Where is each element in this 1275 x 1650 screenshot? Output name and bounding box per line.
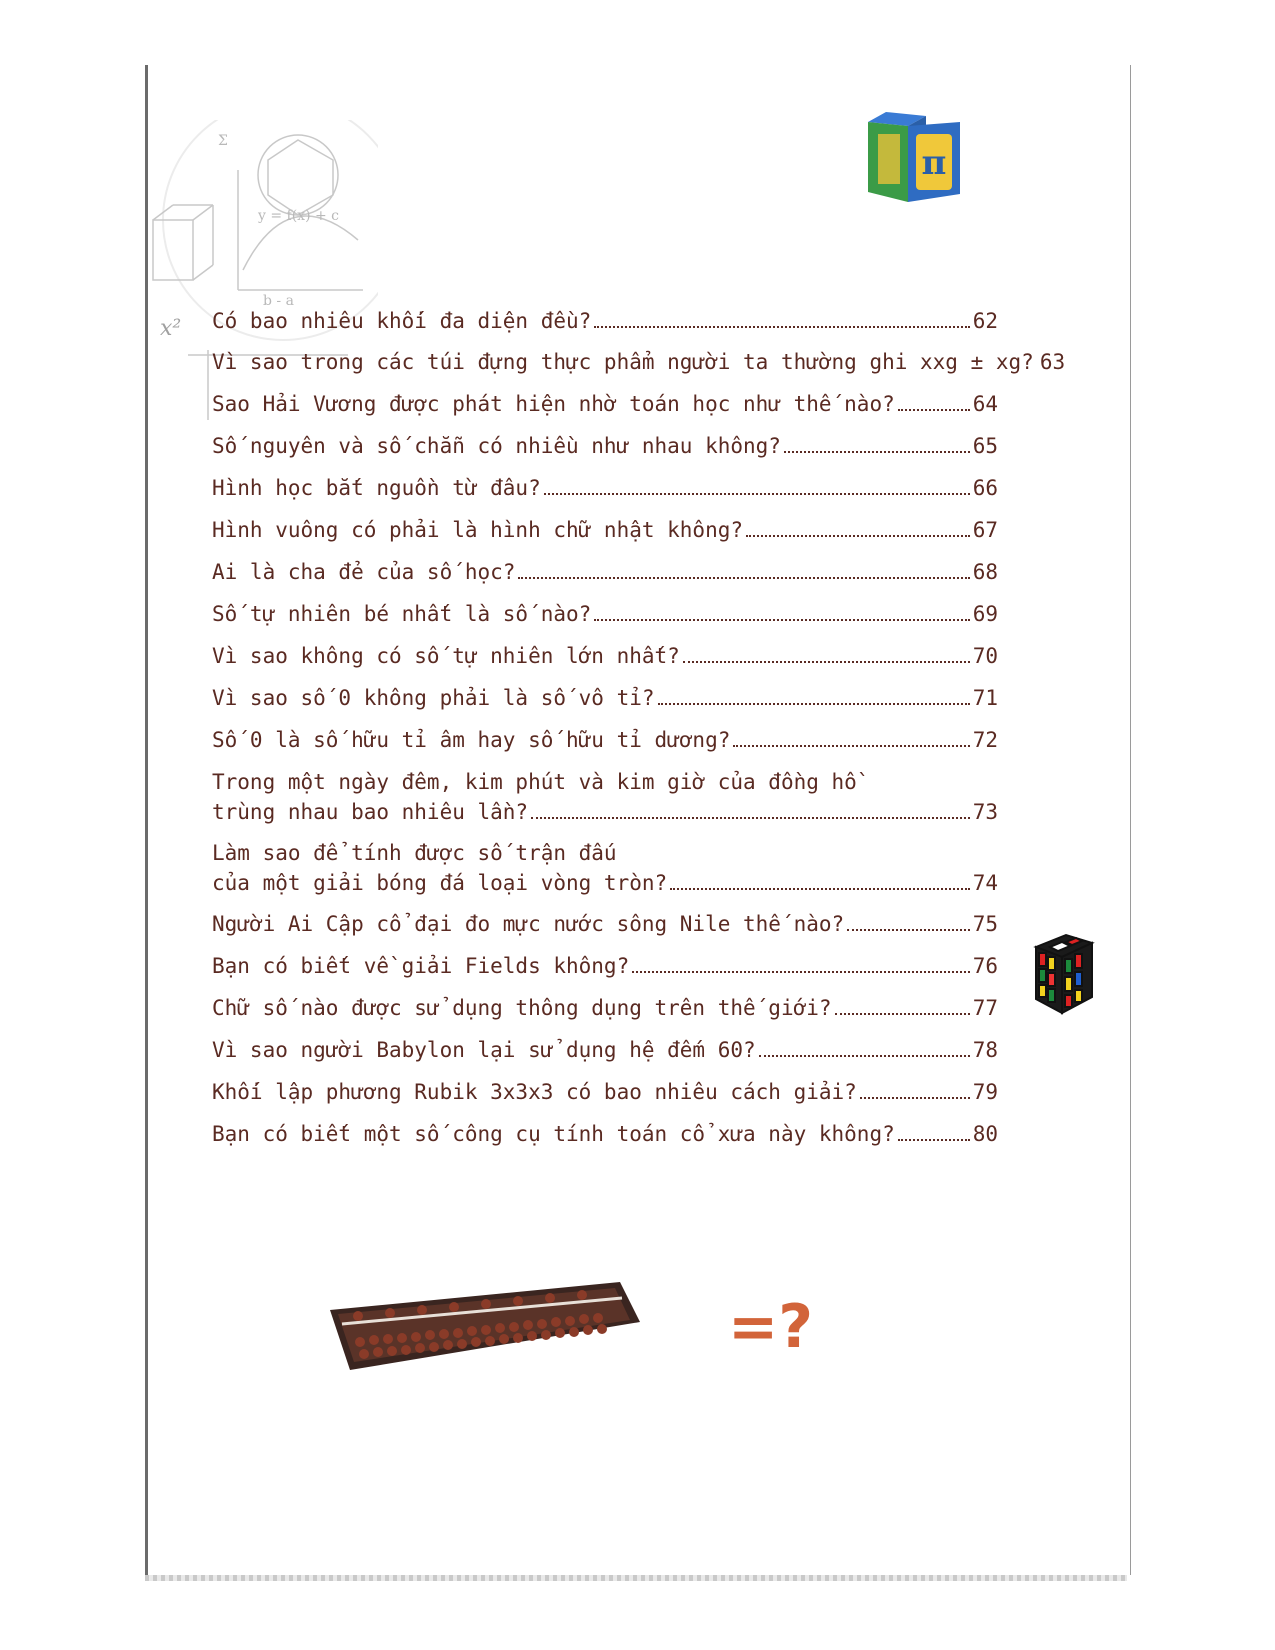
leader-dots (594, 619, 969, 621)
svg-text:y = f(x) + c: y = f(x) + c (258, 208, 340, 224)
toc-title-line1: Trong một ngày đêm, kim phút và kim giờ của đồng hồ (212, 770, 857, 794)
leader-dots (733, 745, 969, 747)
toc-title: Có bao nhiêu khối đa diện đều? (212, 309, 592, 333)
toc-page-number: 73 (972, 800, 998, 824)
toc-page-number: 70 (972, 644, 998, 668)
toc-item[interactable] (212, 473, 998, 503)
toc-page-number: 71 (972, 686, 998, 710)
leader-dots (759, 1055, 970, 1057)
leader-dots (658, 703, 970, 705)
leader-dots (544, 493, 970, 495)
toc-item[interactable] (212, 431, 998, 461)
leader-dots (531, 817, 970, 819)
toc-item[interactable] (212, 557, 998, 587)
toc-page-number: 80 (972, 1122, 998, 1146)
leader-dots (746, 535, 970, 537)
leader-dots (594, 326, 969, 328)
svg-text:Σ: Σ (218, 133, 228, 149)
toc-page-number: 72 (972, 728, 998, 752)
toc-item[interactable] (212, 389, 998, 419)
rubiks-cube-icon (1030, 925, 1122, 1017)
toc-title: Hình vuông có phải là hình chữ nhật không? (212, 518, 744, 542)
leader-dots (898, 409, 970, 411)
toc-title: Chữ số nào được sử dụng thông dụng trên thế giới? (212, 996, 832, 1020)
toc-title: trùng nhau bao nhiêu lần? (212, 800, 529, 824)
leader-dots (518, 577, 969, 579)
leader-dots (784, 451, 970, 453)
leader-dots (860, 1097, 970, 1099)
leader-dots (670, 888, 970, 890)
toc-page-number: 64 (972, 392, 998, 416)
leader-dots (632, 971, 969, 973)
toc-item[interactable] (212, 306, 998, 336)
toc-page-number: 79 (972, 1080, 998, 1104)
toc-title: Hình học bắt nguồn từ đâu? (212, 476, 541, 500)
toc-title: Số tự nhiên bé nhất là số nào? (212, 602, 592, 626)
toc-title: Bạn có biết một số công cụ tính toán cổ xưa này không? (212, 1122, 895, 1146)
toc-title: Khối lập phương Rubik 3x3x3 có bao nhiêu cách giải? (212, 1080, 857, 1104)
toc-title: Số 0 là số hữu tỉ âm hay số hữu tỉ dương? (212, 728, 731, 752)
toc-item[interactable] (212, 909, 998, 939)
toc-item[interactable] (212, 515, 998, 545)
toc-title: Số nguyên và số chẵn có nhiều như nhau không? (212, 434, 781, 458)
leader-dots (847, 929, 970, 931)
toc-page-number: 69 (972, 602, 998, 626)
toc-title: Bạn có biết về giải Fields không? (212, 954, 630, 978)
toc-item[interactable] (212, 1035, 998, 1065)
toc-title: Vì sao người Babylon lại sử dụng hệ đếm 60? (212, 1038, 756, 1062)
toc-item[interactable] (212, 951, 998, 981)
toc-page-number: 77 (972, 996, 998, 1020)
toc-page-number: 74 (972, 871, 998, 895)
toc-title: Sao Hải Vương được phát hiện nhờ toán học như thế nào? (212, 392, 895, 416)
svg-text:b - a: b - a (263, 293, 294, 309)
toc-item[interactable] (212, 1119, 998, 1149)
toc-item[interactable] (212, 767, 998, 827)
toc-title: Vì sao trong các túi đựng thực phẩm người ta thường ghi xxg ± xg? (212, 350, 1034, 374)
toc-item[interactable] (212, 1077, 998, 1107)
toc-page-number: 66 (972, 476, 998, 500)
svg-text:x²: x² (160, 316, 182, 341)
leader-dots (835, 1013, 970, 1015)
toc-page-number: 67 (972, 518, 998, 542)
toc-item[interactable] (212, 725, 998, 755)
toc-item[interactable] (212, 347, 1066, 377)
toc-page-number: 62 (972, 309, 998, 333)
equals-question-icon (728, 1285, 848, 1365)
toc-title-line1: Làm sao để tính được số trận đấu (212, 841, 617, 865)
toc-item[interactable] (212, 683, 998, 713)
pi-symbol: π (921, 143, 947, 183)
equals-question-text: =? (728, 1292, 814, 1362)
toc-page-number: 63 (1039, 350, 1066, 374)
toc-title: Vì sao số 0 không phải là số vô tỉ? (212, 686, 655, 710)
toc-title: của một giải bóng đá loại vòng tròn? (212, 871, 668, 895)
toc-item[interactable] (212, 838, 998, 898)
toc-page-number: 75 (972, 912, 998, 936)
toc-page-number: 76 (972, 954, 998, 978)
leader-dots (898, 1139, 970, 1141)
toc-item[interactable] (212, 641, 998, 671)
toc-item[interactable] (212, 993, 998, 1023)
toc-page-number: 68 (972, 560, 998, 584)
toc-title: Người Ai Cập cổ đại đo mực nước sông Nile thế nào? (212, 912, 845, 936)
toc-item[interactable] (212, 599, 998, 629)
toc-title: Ai là cha đẻ của số học? (212, 560, 516, 584)
abacus-icon (330, 1282, 650, 1374)
toc-page-number: 78 (972, 1038, 998, 1062)
toc-page-number: 65 (972, 434, 998, 458)
leader-dots (683, 661, 970, 663)
toc-title: Vì sao không có số tự nhiên lớn nhất? (212, 644, 680, 668)
